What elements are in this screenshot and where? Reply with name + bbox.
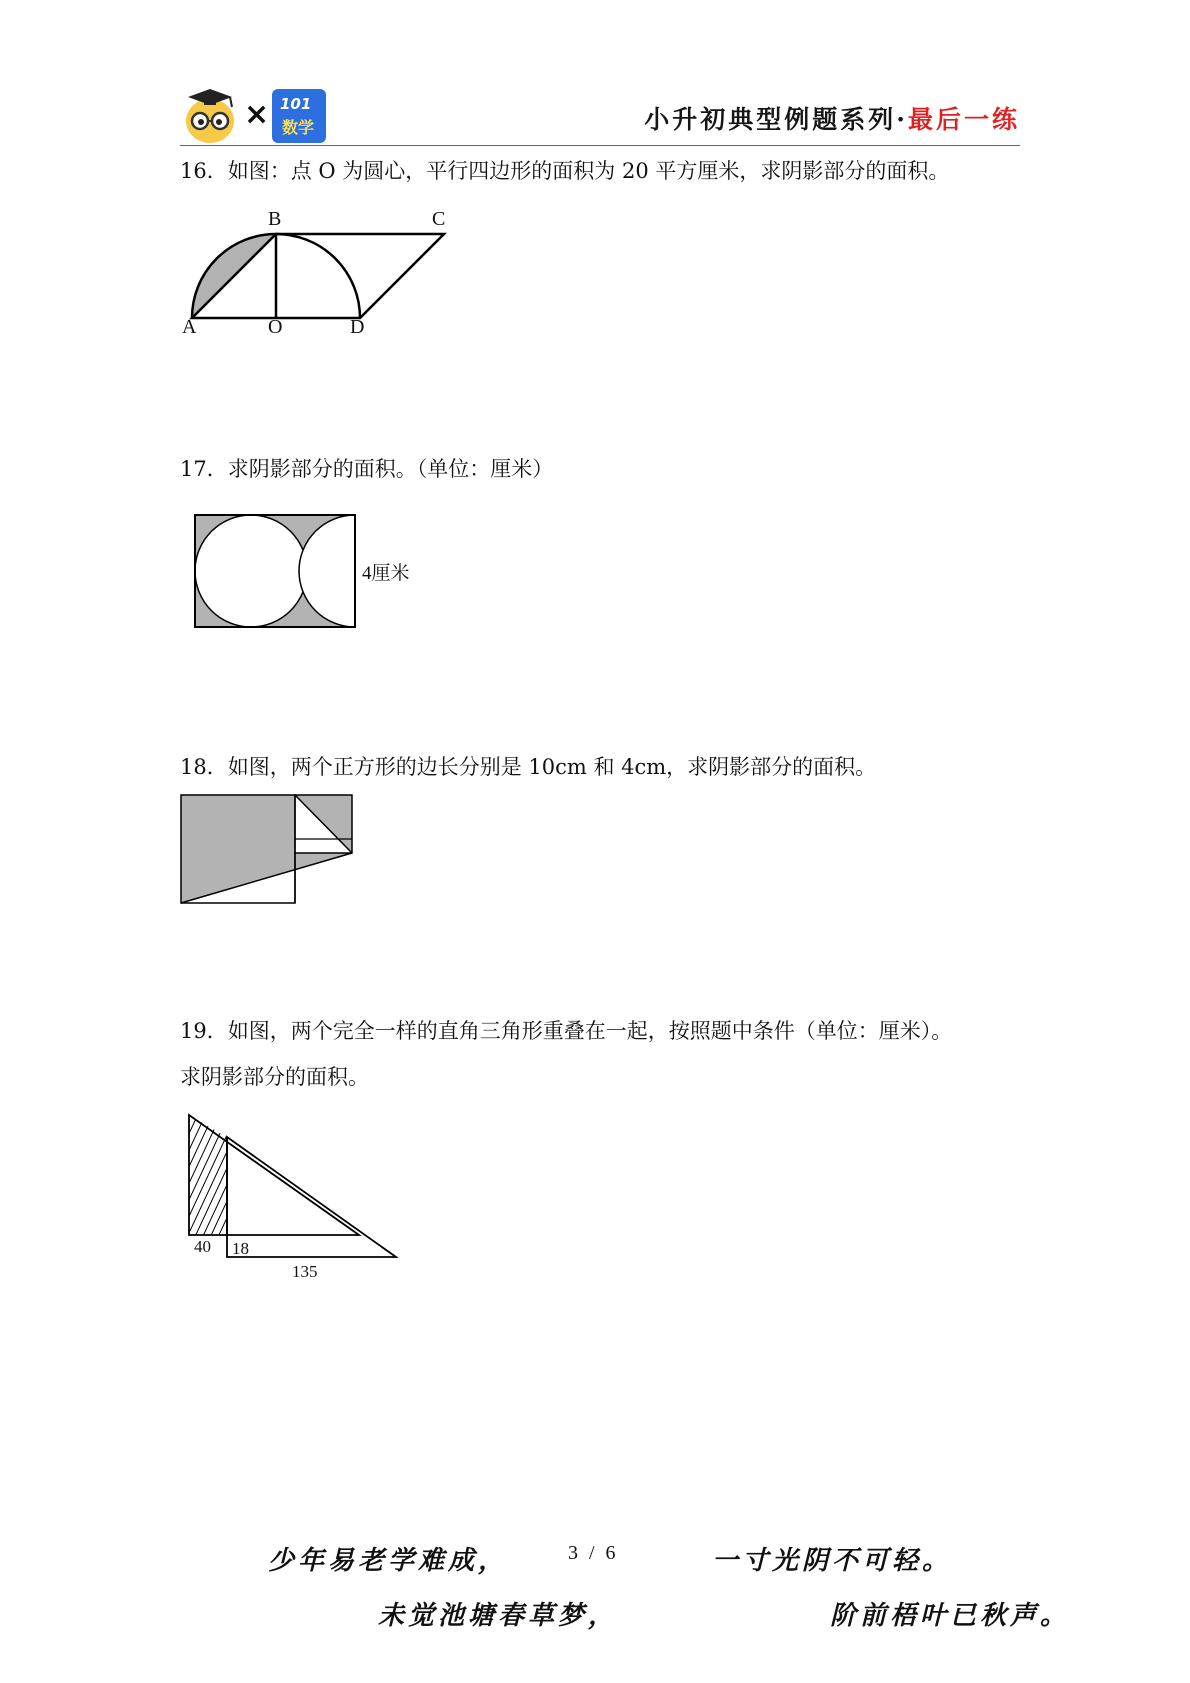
question-18-text: 18．如图，两个正方形的边长分别是 10cm 和 4cm，求阴影部分的面积。 (180, 755, 877, 779)
times-sign: × (244, 97, 270, 132)
label-A: A (182, 316, 197, 338)
logo-101-subtext: 数学 (282, 118, 315, 137)
series-title (620, 100, 1020, 136)
label-D: D (350, 316, 365, 338)
app-logo-101 (272, 89, 326, 143)
figure-18 (176, 790, 360, 910)
figure-17 (190, 510, 360, 632)
owl-logo-icon (182, 85, 238, 145)
figure-16 (170, 200, 460, 350)
label-18: 18 (232, 1239, 249, 1258)
label-135: 135 (292, 1262, 318, 1281)
label-side: 4厘米 (362, 563, 410, 584)
page-number: 3 / 6 (568, 1542, 619, 1564)
series-highlight: 最后一练 (907, 105, 1020, 134)
poem-line-3: 未觉池塘春草梦， (378, 1601, 619, 1631)
poem-line-1: 少年易老学难成， (268, 1546, 509, 1576)
header-divider (180, 145, 1020, 146)
label-O: O (268, 316, 283, 338)
series-prefix: 小升初典型例题系列· (644, 105, 908, 134)
label-40: 40 (194, 1237, 211, 1256)
logo-101-text: 101 (280, 95, 312, 113)
question-19-text-line1: 19．如图，两个完全一样的直角三角形重叠在一起，按照题中条件（单位：厘米）。 (180, 1019, 953, 1043)
poem-line-4: 阶前梧叶已秋声。 (830, 1601, 1071, 1631)
question-17-text: 17．求阴影部分的面积。（单位：厘米） (180, 457, 554, 481)
figure-19 (184, 1110, 404, 1260)
question-16-text: 16．如图：点 O 为圆心，平行四边形的面积为 20 平方厘米，求阴影部分的面积。 (180, 159, 950, 183)
label-C: C (432, 208, 446, 230)
question-19-text-line2: 求阴影部分的面积。 (180, 1065, 369, 1089)
label-B: B (268, 208, 282, 230)
poem-line-2: 一寸光阴不可轻。 (712, 1546, 953, 1576)
